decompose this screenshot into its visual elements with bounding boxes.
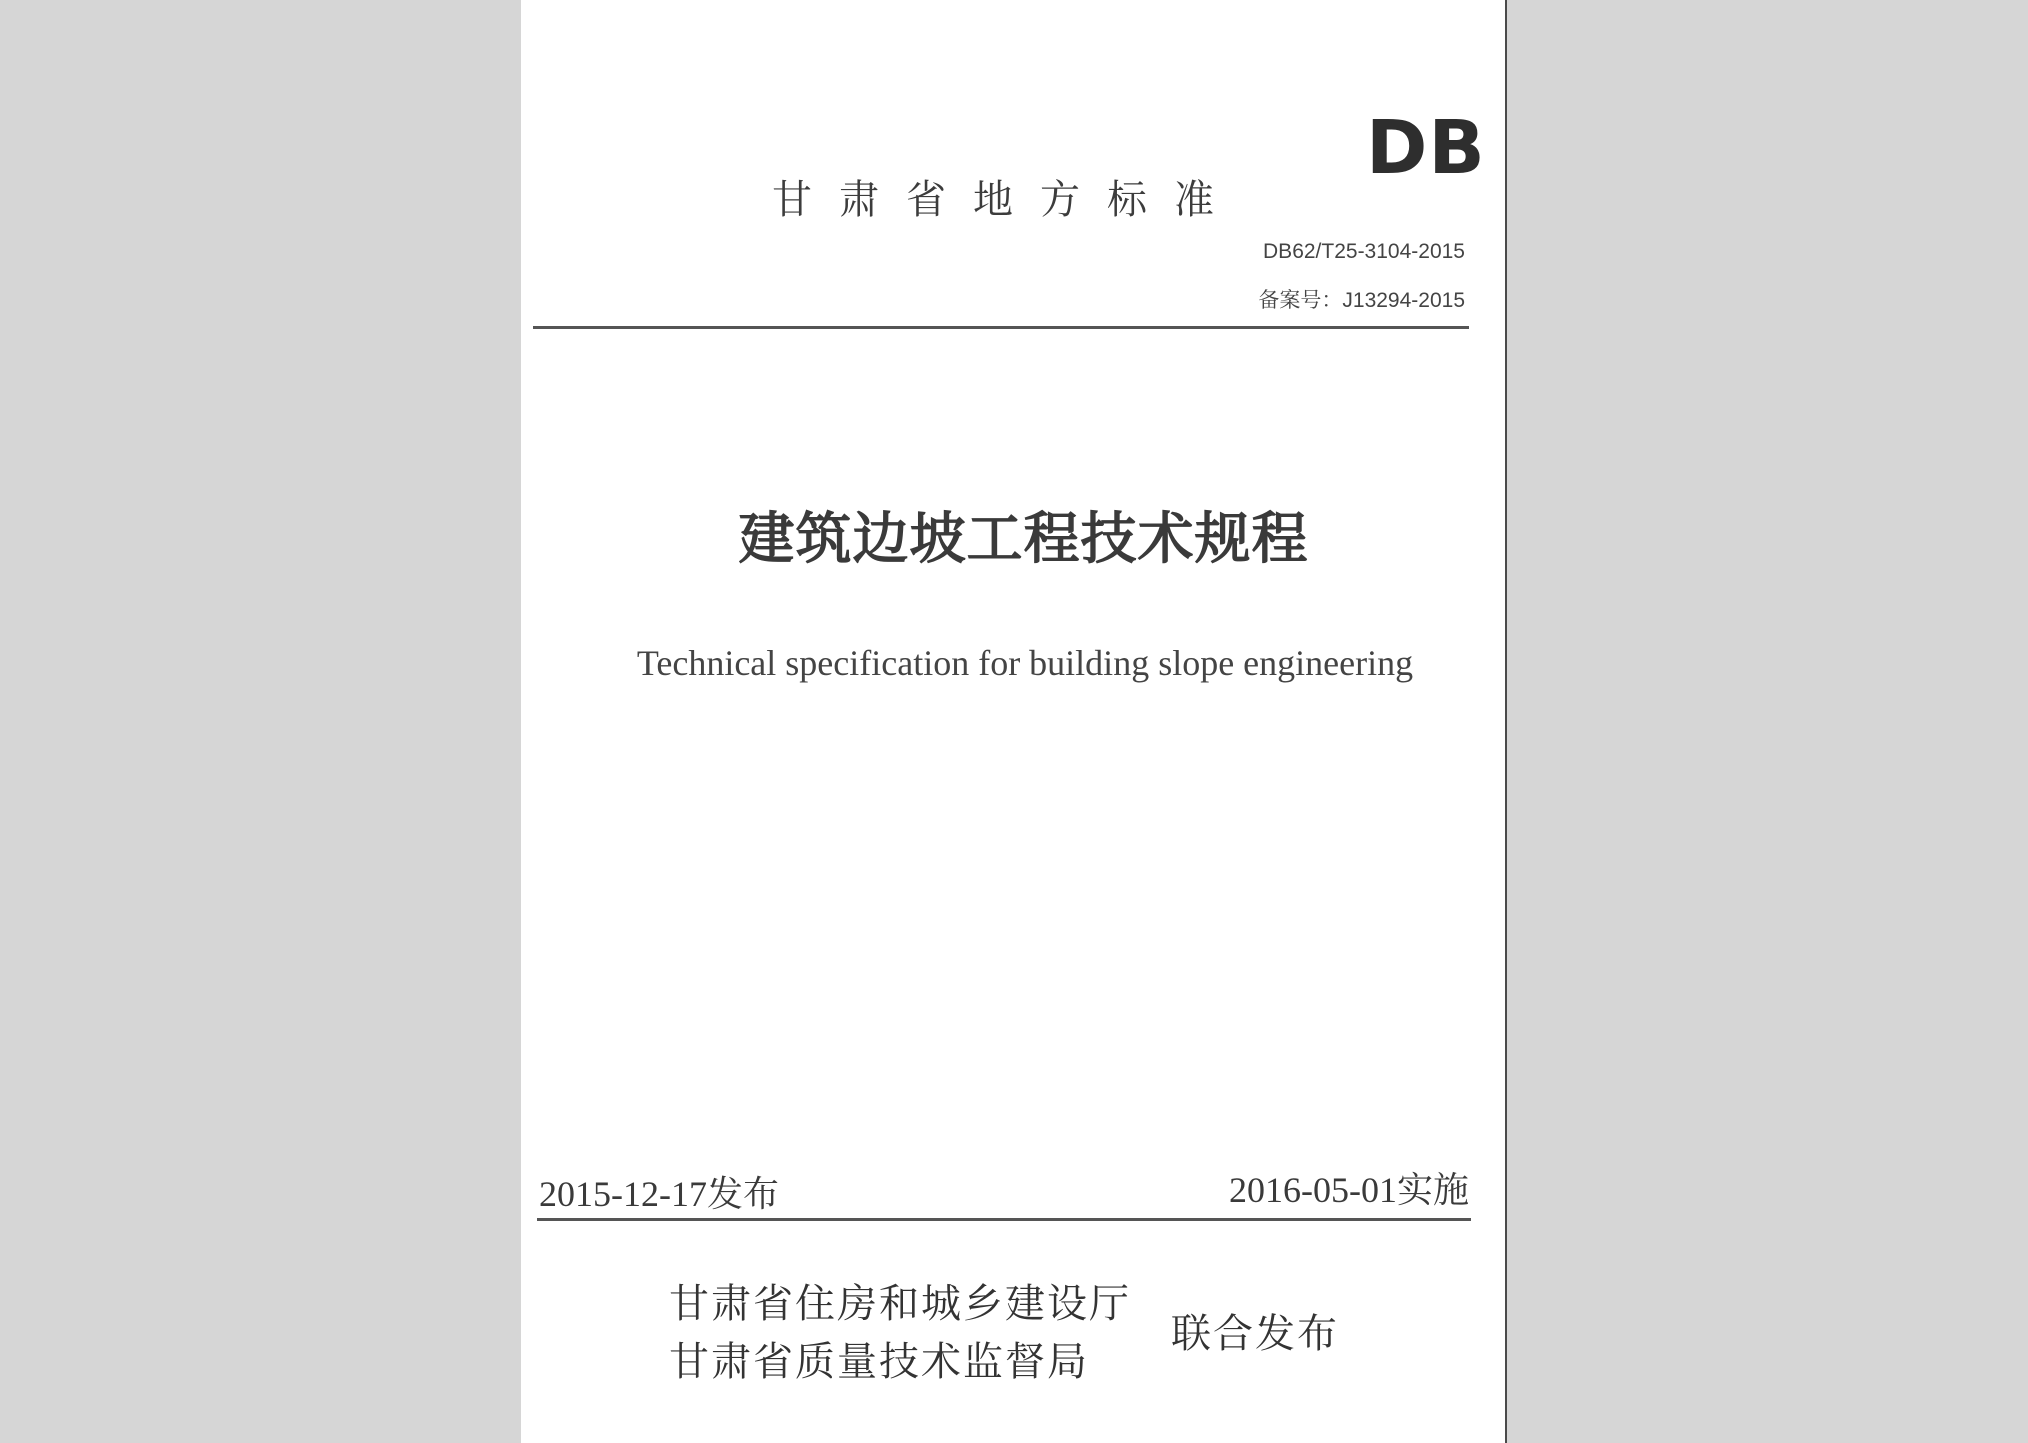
bottom-divider [537, 1218, 1471, 1221]
implement-date: 2016-05-01实施 [1229, 1170, 1469, 1210]
title-english: Technical specification for building slope engineering [636, 643, 1414, 683]
document-page [521, 0, 1507, 1443]
standard-code: DB62/T25-3104-2015 [1263, 240, 1465, 263]
record-number: 备案号：J13294-2015 [1258, 289, 1465, 312]
issue-date: 2015-12-17发布 [539, 1174, 779, 1214]
top-divider [533, 326, 1469, 329]
issuer-housing-dept: 甘肃省住房和城乡建设厅 [669, 1281, 1131, 1327]
issuer-quality-bureau: 甘肃省质量技术监督局 [669, 1339, 1089, 1385]
db-mark: DB [1366, 105, 1486, 191]
title-chinese: 建筑边坡工程技术规程 [738, 506, 1309, 572]
standard-type: 甘肃省地方标准 [772, 177, 1241, 223]
joint-release: 联合发布 [1171, 1311, 1339, 1357]
